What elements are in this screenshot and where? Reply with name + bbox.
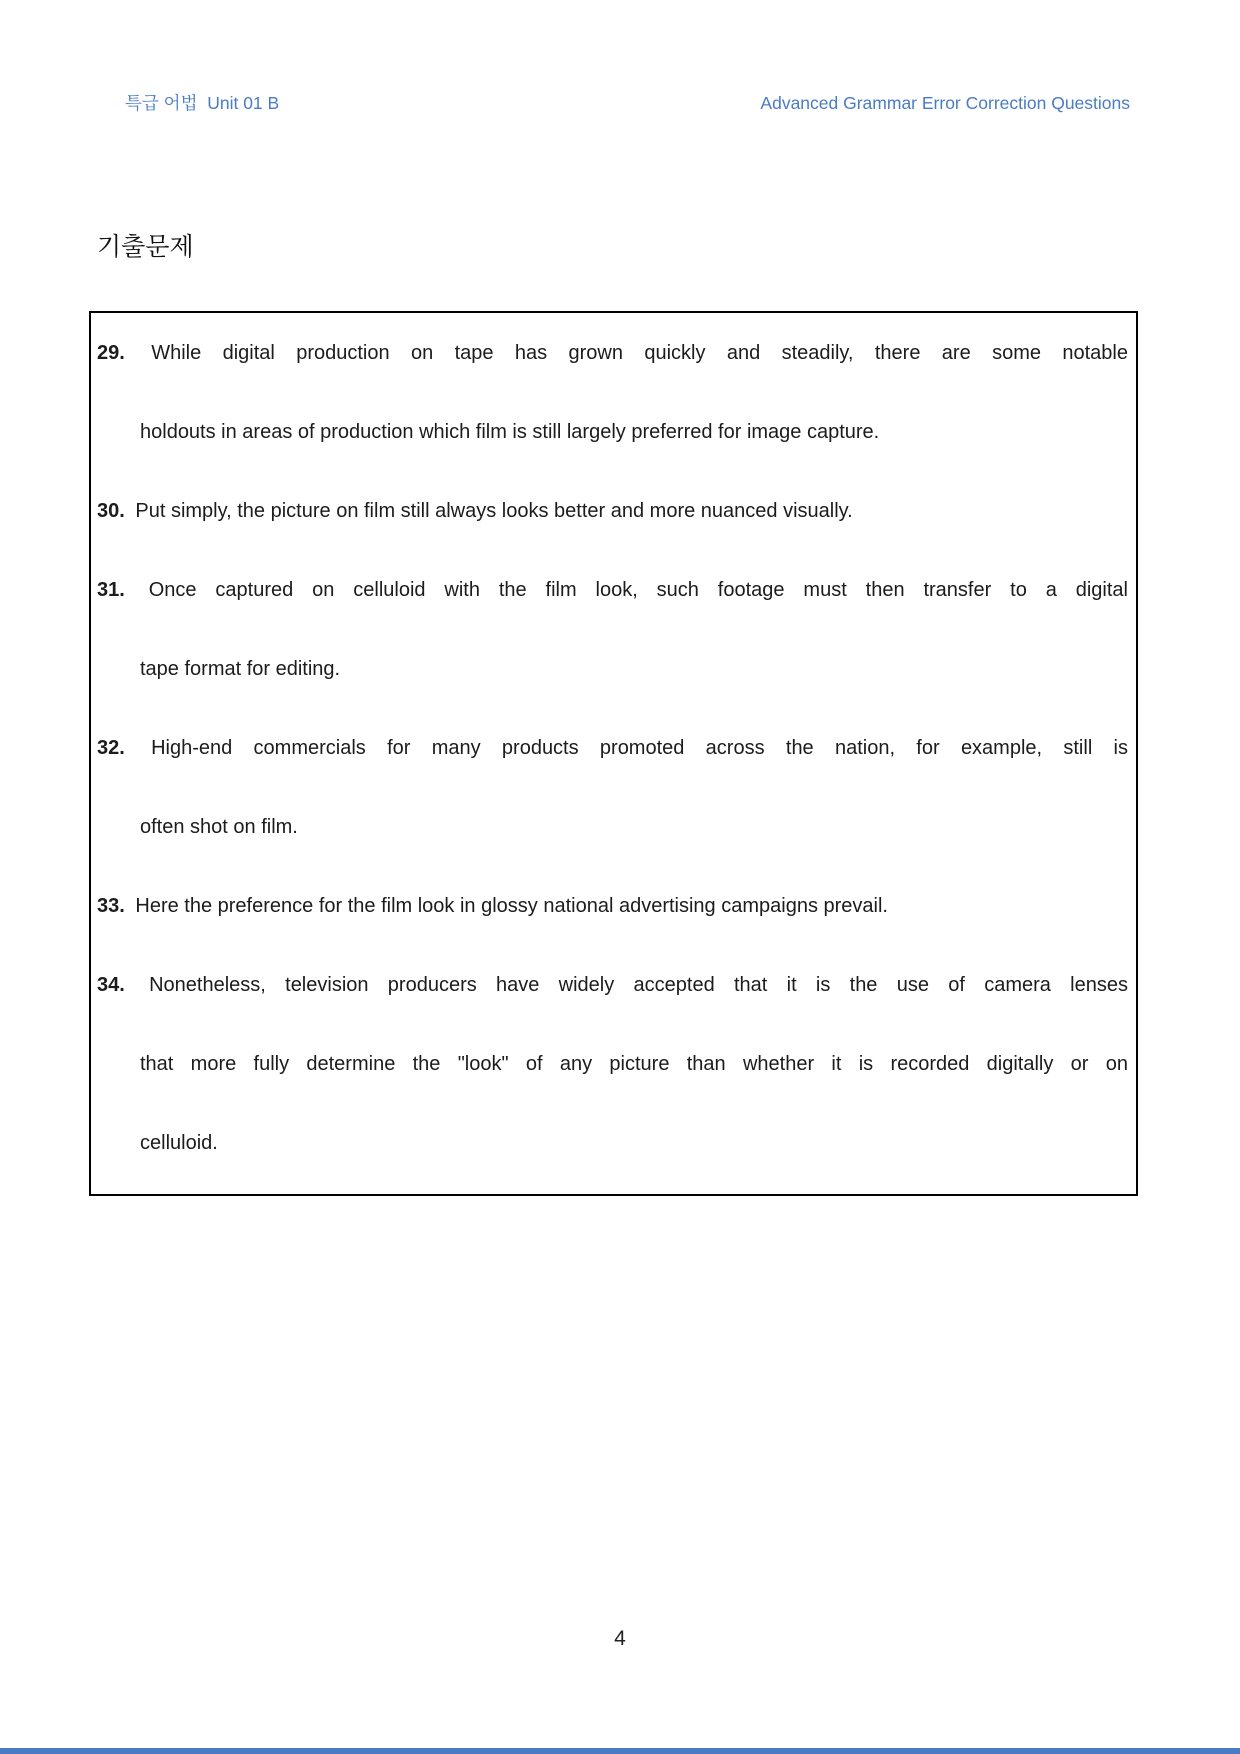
question-text: that more fully determine the "look" of any picture than whether it is recorded digitally or on [140, 1053, 1128, 1075]
question-33 [97, 867, 1128, 946]
header-title: Advanced Grammar Error Correction Questions [760, 93, 1130, 113]
question-text: tape format for editing. [140, 658, 341, 680]
question-34 [97, 946, 1128, 1183]
question-number: 29. [97, 342, 125, 364]
header-unit-label: 특급 어법 Unit 01 B [125, 93, 280, 113]
question-text: Once captured on celluloid with the film look, such footage must then transfer to a digital [148, 579, 1128, 601]
page-number: 4 [614, 1627, 626, 1650]
question-text: Put simply, the picture on film still always looks better and more nuanced visually. [135, 500, 853, 522]
question-number: 32. [97, 737, 125, 759]
question-line [97, 788, 1128, 867]
question-29 [97, 314, 1128, 472]
question-line [97, 1025, 1128, 1104]
question-number: 30. [97, 500, 125, 522]
question-text: High-end commercials for many products promoted across the nation, for example, still is [151, 737, 1128, 759]
question-line [97, 551, 1128, 630]
questions-box [89, 311, 1138, 1196]
question-text: holdouts in areas of production which film is still largely preferred for image capture. [140, 421, 880, 443]
question-line [97, 314, 1128, 393]
footer-accent-bar [0, 1748, 1240, 1754]
page-header [125, 90, 1130, 115]
question-line [97, 472, 1128, 551]
question-text: Nonetheless, television producers have widely accepted that it is the use of camera lenses [149, 974, 1128, 996]
question-text: Here the preference for the film look in glossy national advertising campaigns prevail. [135, 895, 888, 917]
section-title: 기출문제 [97, 233, 194, 261]
question-line [97, 1104, 1128, 1183]
question-text: often shot on film. [140, 816, 298, 838]
question-32 [97, 709, 1128, 867]
question-line [97, 630, 1128, 709]
question-line [97, 867, 1128, 946]
question-number: 33. [97, 895, 125, 917]
question-line [97, 709, 1128, 788]
question-line [97, 946, 1128, 1025]
question-text: celluloid. [140, 1132, 218, 1154]
question-line [97, 393, 1128, 472]
question-number: 31. [97, 579, 125, 601]
question-text: While digital production on tape has grown quickly and steadily, there are some notable [151, 342, 1128, 364]
question-31 [97, 551, 1128, 709]
question-30 [97, 472, 1128, 551]
question-number: 34. [97, 974, 125, 996]
